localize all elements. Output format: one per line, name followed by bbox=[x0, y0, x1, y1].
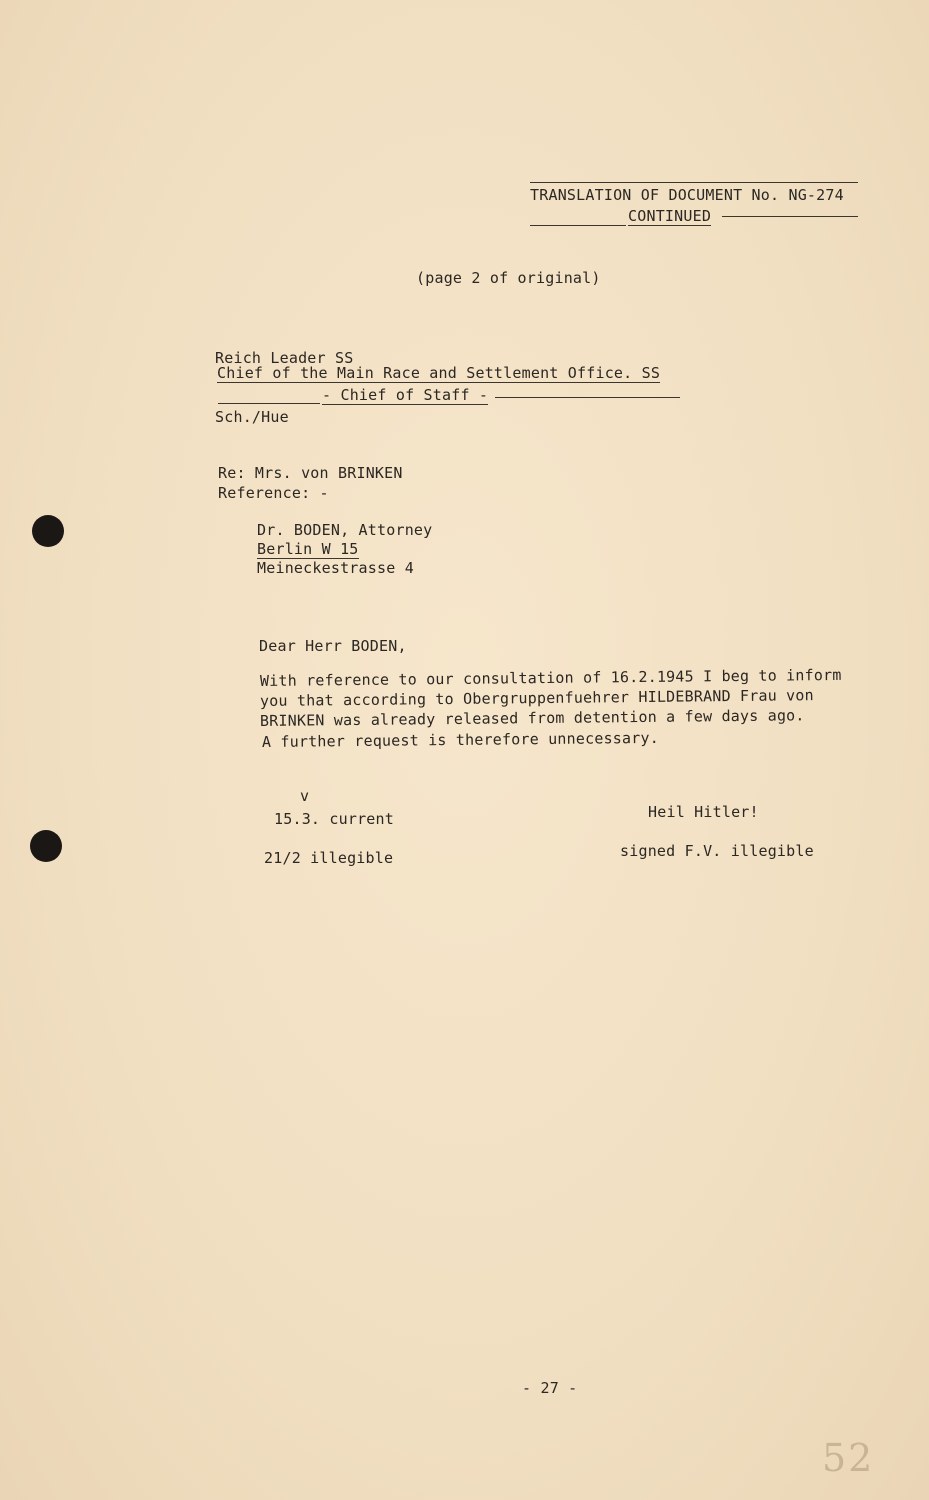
salutation: Dear Herr BODEN, bbox=[259, 637, 407, 655]
sender-ref: Sch./Hue bbox=[215, 408, 289, 426]
header-rule-bottom-left bbox=[530, 225, 626, 226]
body-line-3: BRINKEN was already released from detention a few days ago. bbox=[259, 706, 805, 730]
sender-line1: Reich Leader SS bbox=[215, 349, 354, 367]
continued-label: CONTINUED bbox=[628, 207, 712, 225]
footer-date: 15.3. current bbox=[274, 810, 394, 828]
header-rule-bottom-right bbox=[722, 216, 858, 217]
sender-line2: Chief of the Main Race and Settlement Office. SS bbox=[217, 364, 661, 382]
addressee-name: Dr. BODEN, Attorney bbox=[257, 521, 433, 539]
punch-hole-bottom bbox=[30, 830, 62, 862]
subject-re: Re: Mrs. von BRINKEN bbox=[218, 464, 403, 482]
v-mark: v bbox=[300, 787, 310, 805]
page-number: - 27 - bbox=[522, 1379, 578, 1397]
signed-line: signed F.V. illegible bbox=[620, 842, 814, 860]
addressee-street: Meineckestrasse 4 bbox=[257, 559, 414, 577]
subject-reference: Reference: - bbox=[218, 484, 329, 502]
punch-hole-top bbox=[32, 515, 64, 547]
body-line-2: you that according to Obergruppenfuehrer HILDEBRAND Frau von bbox=[259, 686, 814, 710]
sender-rule-left bbox=[218, 403, 320, 404]
footer-initials: 21/2 illegible bbox=[264, 849, 394, 867]
corner-handwritten-number: 52 bbox=[822, 1436, 875, 1480]
body-line-4: A further request is therefore unnecessary. bbox=[261, 728, 660, 751]
sender-line3: - Chief of Staff - bbox=[322, 386, 489, 404]
addressee-city: Berlin W 15 bbox=[257, 540, 359, 558]
body-line-1: With reference to our consultation of 16.2.1945 I beg to inform bbox=[259, 665, 842, 690]
sender-rule-right bbox=[495, 397, 680, 398]
header-rule-top bbox=[530, 182, 858, 183]
translation-header: TRANSLATION OF DOCUMENT No. NG-274 bbox=[530, 186, 844, 204]
closing: Heil Hitler! bbox=[648, 803, 759, 821]
page-note: (page 2 of original) bbox=[416, 269, 601, 287]
